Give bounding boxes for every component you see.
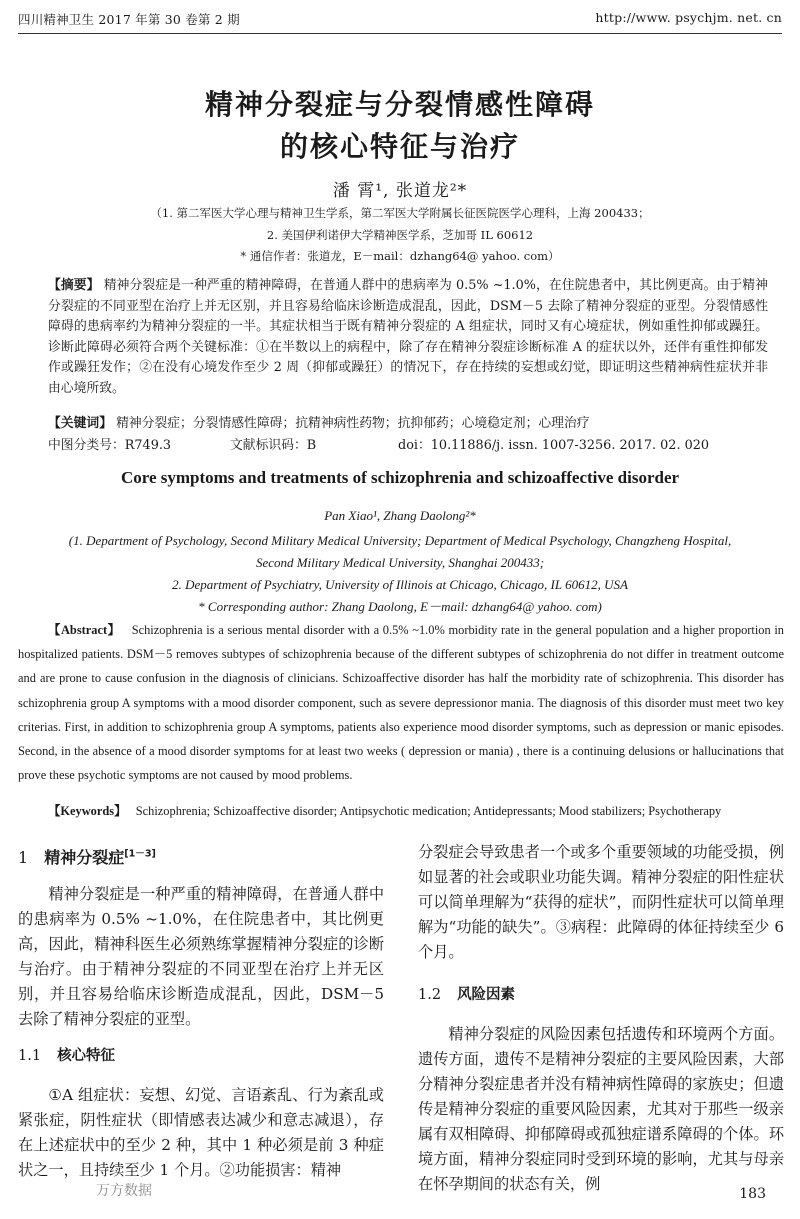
section-1-title: 精神分裂症 (44, 848, 125, 867)
section-1-1-paragraph: ①A 组症状：妄想、幻觉、言语紊乱、行为紊乱或紧张症，阴性症状（即情感表达减少和意志减退），存在上述症状中的至少 2 种，其中 1 种必须是前 3 种症状之一，且持续至少 1 个月。②功能损害：精神 (18, 1086, 384, 1179)
abstract-cn (48, 276, 768, 400)
abstract-cn-text: 精神分裂症是一种严重的精神障碍，在普通人群中的患病率为 0.5% ~1.0%，在住院患者中，其比例更高。由于精神分裂症的不同亚型在治疗上并无区别，并且容易给临床诊断造成混乱，因此，DSM－5 去除了精神分裂症的亚型。分裂情感性障碍的患病率约为精神分裂症的一半。其症状相当于既有精神分裂症的 A 组症状，同时又有心境症状，例如重性抑郁或躁狂。诊断此障碍必须符合两个关键标准：①在半数以上的病程中，除了存在精神分裂症诊断标准 A 的症状以外，还伴有重性抑郁发作或躁狂发作；②在没有心境发作至少 2 周（抑郁或躁狂）的情况下，存在持续的妄想或幻觉，即证明这些精神病性症状并非由心境所致。 (48, 278, 768, 396)
affiliation-cn-2: 2. 美国伊利诺伊大学精神医学系，芝加哥 IL 60612 (266, 228, 534, 242)
abstract-en-label: 【Abstract】 (48, 623, 121, 637)
abstract-en (18, 618, 784, 787)
keywords-cn-label: 【关键词】 (48, 416, 112, 431)
right-continuation-paragraph: 分裂症会导致患者一个或多个重要领域的功能受损，例如显著的社会或职业功能失调。精神分裂症的阳性症状可以简单理解为“获得的症状”，而阴性症状可以简单理解为“功能的缺失”。③病程：此障碍的体征持续至少 6 个月。 (418, 843, 784, 961)
affiliation-cn-1: （1. 第二军医大学心理与精神卫生学系，第二军医大学附属长征医院医学心理科，上海 200433； (150, 206, 650, 220)
section-1-1-title: 核心特征 (57, 1048, 116, 1064)
affiliation-en-4: * Corresponding author: Zhang Daolong, E－mail: dzhang64@ yahoo. com) (198, 599, 602, 614)
page-number: 183 (739, 1186, 766, 1202)
section-1-2-heading (418, 983, 784, 1008)
keywords-en-label: 【Keywords】 (48, 804, 127, 818)
affiliation-en-3: 2. Department of Psychiatry, University of Illinois at Chicago, Chicago, IL 60612, USA (172, 577, 628, 592)
affiliation-en-2: Second Military Medical University, Shanghai 200433; (255, 555, 545, 570)
left-column (18, 845, 384, 1183)
running-header (18, 10, 782, 32)
affiliation-cn-3: * 通信作者：张道龙，E－mail：dzhang64@ yahoo. com） (240, 249, 560, 263)
section-1-heading (18, 845, 384, 870)
watermark: 万方数据 (96, 1183, 152, 1199)
header-divider (18, 33, 782, 34)
section-1-2-paragraph: 精神分裂症的风险因素包括遗传和环境两个方面。遗传方面，遗传不是精神分裂症的主要风险因素，大部分精神分裂症患者并没有精神病性障碍的家族史；但遗传是精神分裂症的重要风险因素，尤其对于那些一级亲属有双相障碍、抑郁障碍或孤独症谱系障碍的个体。环境方面，精神分裂症同时受到环境的影响，尤其与母亲在怀孕期间的状态有关，例 (418, 1025, 784, 1193)
authors-en: Pan Xiao¹, Zhang Daolong²* (324, 508, 476, 523)
section-1-2-title: 风险因素 (457, 987, 516, 1003)
section-1-2-number: 1.2 (418, 987, 442, 1003)
authors-cn: 潘 霄¹, 张道龙²* (332, 181, 468, 201)
keywords-cn-text: 精神分裂症；分裂情感性障碍；抗精神病性药物；抗抑郁药；心境稳定剂；心理治疗 (116, 416, 590, 431)
journal-issue: 四川精神卫生 2017 年第 30 卷第 2 期 (18, 12, 240, 27)
keywords-en-text: Schizophrenia; Schizoaffective disorder; Antipsychotic medication; Antidepressants; Mood stabilizers; Psychotherapy (135, 804, 722, 818)
keywords-en (48, 800, 784, 822)
right-column (418, 840, 784, 1197)
affiliation-en-1: (1. Department of Psychology, Second Military Medical University; Department of Medical Psychology, Changzheng Hospital, (68, 533, 732, 548)
section-1-ref[interactable]: [1－3] (124, 848, 156, 860)
keywords-cn (48, 414, 768, 434)
title-en: Core symptoms and treatments of schizophrenia and schizoaffective disorder (120, 468, 680, 487)
section-1-number: 1 (18, 848, 29, 867)
abstract-en-text: Schizophrenia is a serious mental disorder with a 0.5% ~1.0% morbidity rate in the general population and a higher proportion in hospitalized patients. DSM－5 removes subtypes of schizophrenia because of the different subtypes of schizophrenia do not differ in treatment outcome and are prone to cause confusion in the diagnosis of clinicians. Schizoaffective disorder has half the morbidity rate of schizophrenia. This disorder has schizophrenia group A symptoms with a mood disorder component, such as severe depressionor mania. The diagnosis of this disorder must meet two key criterias. First, in addition to schizophrenia group A symptoms, patients also experience mood disorder symptoms, such as depression or manic episodes. Second, in the absence of a mood disorder symptoms for at least two weeks ( depression or mania) , there is a continuing delusions or hallucinations that prove these psychotic symptoms are not caused by mood problems. (18, 623, 784, 783)
clc-number: 中图分类号：R749.3 (48, 438, 172, 453)
doi[interactable]: doi：10.11886/j. issn. 1007-3256. 2017. 02. 020 (398, 438, 710, 453)
journal-url[interactable]: http://www. psychjm. net. cn (595, 10, 782, 25)
section-1-1-number: 1.1 (18, 1048, 42, 1064)
title-cn-line1: 精神分裂症与分裂情感性障碍 (204, 88, 595, 121)
document-code: 文献标识码：B (230, 438, 317, 453)
title-cn-line2: 的核心特征与治疗 (279, 130, 520, 163)
section-1-1-heading (18, 1044, 384, 1069)
section-1-paragraph: 精神分裂症是一种严重的精神障碍，在普通人群中的患病率为 0.5% ~1.0%，在住院患者中，其比例更高，因此，精神科医生必须熟练掌握精神分裂症的诊断与治疗。由于精神分裂症的不同亚型在治疗上并无区别，并且容易给临床诊断造成混乱，因此，DSM－5 去除了精神分裂症的亚型。 (18, 885, 384, 1028)
abstract-cn-label: 【摘要】 (48, 278, 100, 293)
